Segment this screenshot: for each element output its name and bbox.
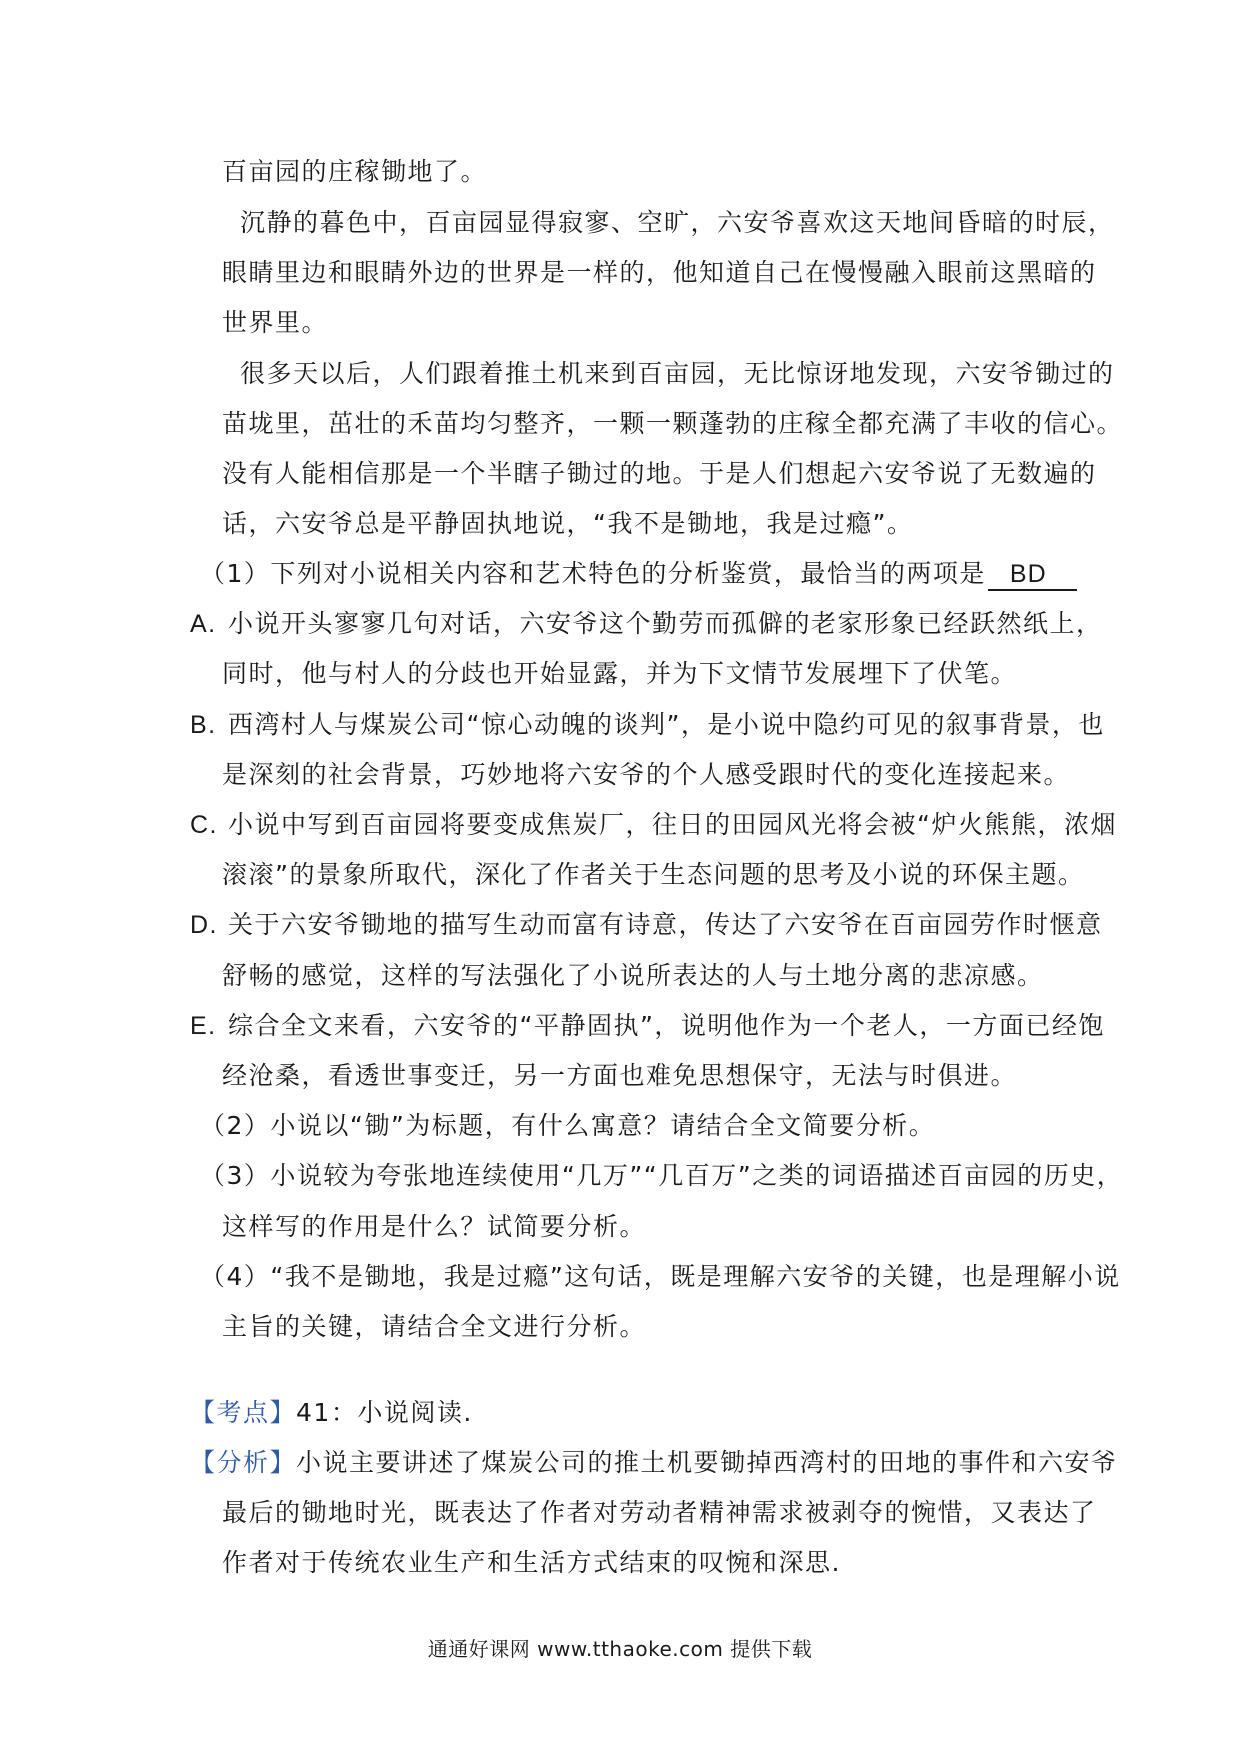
- question-4: （4）“我不是锄地，我是过瘾”这句话，既是理解六安爷的关键，也是理解小说: [200, 1262, 1121, 1291]
- question-1: [200, 559, 1077, 591]
- passage-line: 百亩园的庄稼锄地了。: [222, 157, 488, 186]
- fenxi-line: 最后的锄地时光，既表达了作者对劳动者精神需求被剥夺的惋惜，又表达了: [222, 1498, 1097, 1527]
- option-letter-e: E.: [190, 1012, 217, 1040]
- option-d-line: 舒畅的感觉，这样的写法强化了小说所表达的人与土地分离的悲凉感。: [222, 961, 1044, 990]
- option-c-line: 小说中写到百亩园将要变成焦炭厂，往日的田园风光将会被“炉火熊熊，浓烟: [228, 810, 1117, 839]
- option-letter-b: B.: [190, 711, 217, 739]
- option-e-line: 经沧桑，看透世事变迁，另一方面也难免思想保守，无法与时俱进。: [222, 1061, 1018, 1090]
- option-letter-d: D.: [190, 911, 218, 939]
- option-e-line: 综合全文来看，六安爷的“平静固执”，说明他作为一个老人，一方面已经饱: [228, 1011, 1105, 1040]
- option-letter-c: C.: [190, 811, 218, 839]
- kaodian: [190, 1398, 473, 1428]
- option-b-line: 西湾村人与煤炭公司“惊心动魄的谈判”，是小说中隐约可见的叙事背景，也: [228, 710, 1105, 739]
- option-c-line: 滚滚”的景象所取代，深化了作者关于生态问题的思考及小说的环保主题。: [222, 860, 1085, 889]
- fenxi-label: 【分析】: [190, 1448, 297, 1477]
- passage-line: 世界里。: [222, 308, 329, 337]
- passage-line: 话，六安爷总是平静固执地说，“我不是锄地，我是过瘾”。: [222, 509, 914, 538]
- question-3-line: 这样写的作用是什么？试简要分析。: [222, 1212, 647, 1241]
- option-d-line: 关于六安爷锄地的描写生动而富有诗意，传达了六安爷在百亩园劳作时惬意: [228, 910, 1103, 939]
- passage-line: 苗垅里，茁壮的禾苗均匀整齐，一颗一颗蓬勃的庄稼全都充满了丰收的信心。: [222, 409, 1124, 438]
- page-footer: 通通好课网 www.tthaoke.com 提供下载: [427, 1637, 813, 1661]
- passage-line: 眼睛里边和眼睛外边的世界是一样的，他知道自己在慢慢融入眼前这黑暗的: [222, 258, 1097, 287]
- kaodian-label: 【考点】: [190, 1398, 297, 1427]
- fenxi: [190, 1448, 1118, 1478]
- fenxi-text: 小说主要讲述了煤炭公司的推土机要锄掉西湾村的田地的事件和六安爷: [296, 1448, 1118, 1477]
- passage-line: 沉静的暮色中，百亩园显得寂寥、空旷，六安爷喜欢这天地间昏暗的时辰，: [240, 208, 1115, 237]
- question-4-line: 主旨的关键，请结合全文进行分析。: [222, 1312, 647, 1341]
- option-a-line: 小说开头寥寥几句对话，六安爷这个勤劳而孤僻的老家形象已经跃然纸上，: [228, 609, 1103, 638]
- option-a-line: 同时，他与村人的分歧也开始显露，并为下文情节发展埋下了伏笔。: [222, 659, 1018, 688]
- option-b-line: 是深刻的社会背景，巧妙地将六安爷的个人感受跟时代的变化连接起来。: [222, 760, 1071, 789]
- fenxi-line: 作者对于传统农业生产和生活方式结束的叹惋和深思.: [222, 1548, 841, 1577]
- answer-blank: BD: [988, 559, 1077, 591]
- option-letter-a: A.: [190, 610, 217, 638]
- question-3: （3）小说较为夸张地连续使用“几万”“几百万”之类的词语描述百亩园的历史，: [200, 1161, 1124, 1190]
- passage-line: 很多天以后，人们跟着推土机来到百亩园，无比惊讶地发现，六安爷锄过的: [240, 359, 1115, 388]
- kaodian-text: 41：小说阅读.: [296, 1398, 473, 1427]
- passage-line: 没有人能相信那是一个半瞎子锄过的地。于是人们想起六安爷说了无数遍的: [222, 459, 1097, 488]
- question-1-text: （1）下列对小说相关内容和艺术特色的分析鉴赏，最恰当的两项是: [200, 559, 986, 588]
- question-2: （2）小说以“锄”为标题，有什么寓意？请结合全文简要分析。: [200, 1111, 936, 1140]
